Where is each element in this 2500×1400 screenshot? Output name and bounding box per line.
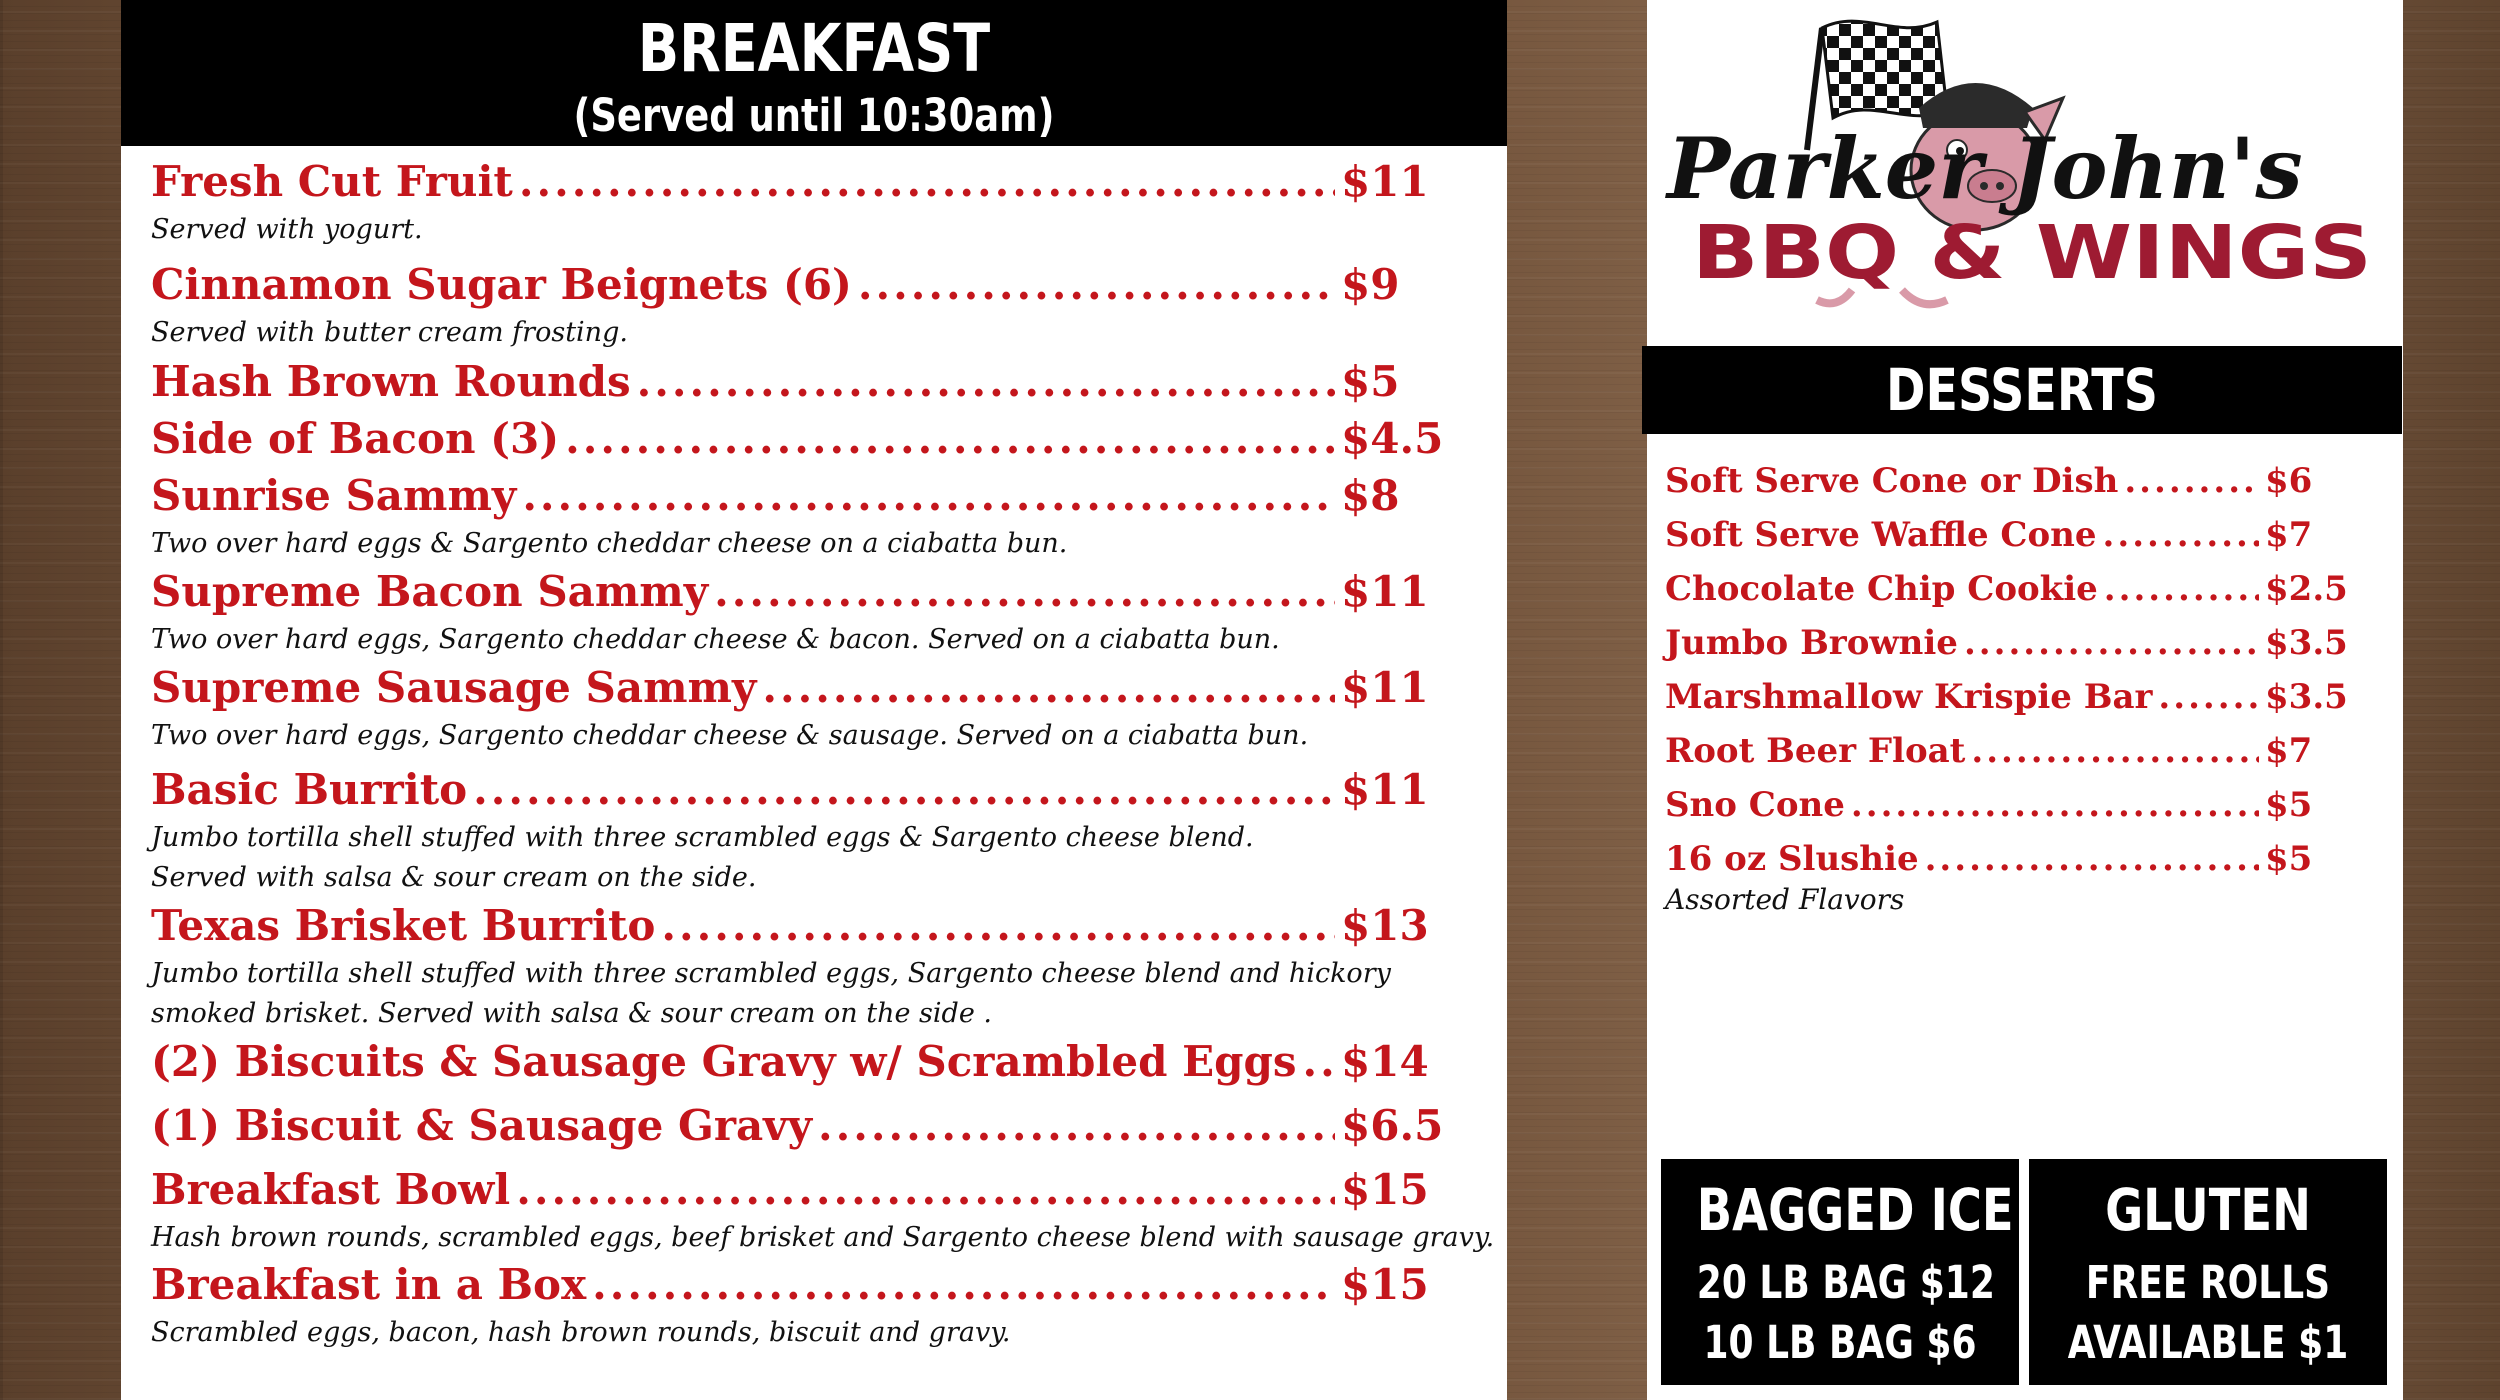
item-price: $5 [2265, 839, 2313, 879]
item-name: Sunrise Sammy [151, 471, 517, 520]
menu-item-supreme-sausage-sammy [151, 660, 1451, 756]
item-price: $6.5 [1341, 1101, 1444, 1150]
desserts-panel [1647, 0, 2403, 1400]
gluten-line-2: AVAILABLE $1 [2067, 1316, 2349, 1369]
item-name: (1) Biscuit & Sausage Gravy [151, 1101, 812, 1150]
item-name: Jumbo Brownie [1665, 623, 1958, 663]
leader-dots [519, 154, 1335, 210]
item-description: Served with yogurt. [151, 214, 423, 245]
leader-dots [1964, 619, 2259, 667]
bagged-ice-box [1661, 1159, 2019, 1385]
item-description: Jumbo tortilla shell stuffed with three scrambled eggs, Sargento cheese blend and hickory [151, 958, 1391, 989]
item-price: $14 [1341, 1037, 1429, 1086]
desserts-header [1642, 346, 2402, 434]
item-name: Soft Serve Waffle Cone [1665, 515, 2097, 555]
leader-dots [818, 1098, 1335, 1154]
breakfast-header [121, 0, 1507, 146]
item-price: $6 [2265, 461, 2313, 501]
item-description: Served with butter cream frosting. [151, 317, 628, 348]
item-price: $7 [2265, 731, 2313, 771]
item-name: Marshmallow Krispie Bar [1665, 677, 2153, 717]
bagged-ice-line-2: 10 LB BAG $6 [1703, 1316, 1977, 1369]
item-name: Supreme Bacon Sammy [151, 567, 709, 616]
item-name: Hash Brown Rounds [151, 357, 631, 406]
item-price: $3.5 [2265, 677, 2348, 717]
item-name: 16 oz Slushie [1665, 839, 1919, 879]
dessert-item [1665, 619, 2348, 667]
leader-dots [565, 411, 1335, 467]
logo-name-text: Parker John's [1667, 119, 2303, 218]
item-price: $11 [1341, 567, 1429, 616]
breakfast-panel [121, 0, 1507, 1400]
menu-item-supreme-bacon-sammy [151, 564, 1451, 660]
item-description-line-2: smoked brisket. Served with salsa & sour cream on the side . [151, 998, 992, 1029]
bagged-ice-line-1: 20 LB BAG $12 [1696, 1256, 1995, 1309]
leader-dots [592, 1257, 1335, 1313]
item-description: Hash brown rounds, scrambled eggs, beef brisket and Sargento cheese blend with sausage gravy. [151, 1222, 1495, 1253]
gluten-free-box [2029, 1159, 2387, 1385]
leader-dots [2124, 457, 2259, 505]
item-description: Two over hard eggs & Sargento cheddar cheese on a ciabatta bun. [151, 528, 1068, 559]
menu-item-basic-burrito [151, 762, 1451, 898]
logo-tagline-text: BBQ & WINGS [1692, 210, 2372, 296]
item-price: $2.5 [2265, 569, 2348, 609]
leader-dots [1925, 835, 2259, 883]
leader-dots [473, 762, 1335, 818]
item-price: $11 [1341, 663, 1429, 712]
item-name: Breakfast Bowl [151, 1165, 511, 1214]
leader-dots [516, 1162, 1335, 1218]
dessert-item [1665, 565, 2348, 613]
item-price: $3.5 [2265, 623, 2348, 663]
leader-dots [1851, 781, 2259, 829]
leader-dots [522, 468, 1335, 524]
gluten-line-1: FREE ROLLS [2085, 1256, 2331, 1309]
leader-dots [2104, 565, 2259, 613]
dessert-note: Assorted Flavors [1665, 883, 1905, 916]
leader-dots [1971, 727, 2259, 775]
menu-item-fresh-cut-fruit [151, 154, 1451, 250]
menu-item-side-of-bacon [151, 411, 1451, 467]
item-name: Supreme Sausage Sammy [151, 663, 757, 712]
breakfast-subtitle: (Served until 10:30am) [573, 89, 1055, 142]
item-description: Jumbo tortilla shell stuffed with three scrambled eggs & Sargento cheese blend. [151, 822, 1254, 853]
menu-item-sunrise-sammy [151, 468, 1451, 564]
item-name: Cinnamon Sugar Beignets (6) [151, 260, 852, 309]
restaurant-logo [1647, 0, 2403, 330]
item-price: $8 [1341, 471, 1400, 520]
item-description-line-2: Served with salsa & sour cream on the side. [151, 862, 757, 893]
breakfast-title: BREAKFAST [637, 10, 991, 87]
leader-dots [661, 898, 1335, 954]
menu-item-biscuits-gravy-eggs [151, 1034, 1451, 1090]
bagged-ice-title: BAGGED ICE [1696, 1176, 2014, 1244]
item-name: (2) Biscuits & Sausage Gravy w/ Scrambled Eggs [151, 1037, 1297, 1086]
item-description: Scrambled eggs, bacon, hash brown rounds, biscuit and gravy. [151, 1317, 1011, 1348]
leader-dots [1302, 1034, 1335, 1090]
item-name: Sno Cone [1665, 785, 1845, 825]
item-price: $4.5 [1341, 414, 1444, 463]
item-name: Chocolate Chip Cookie [1665, 569, 2098, 609]
leader-dots [2103, 511, 2259, 559]
leader-dots [762, 660, 1335, 716]
item-name: Side of Bacon (3) [151, 414, 560, 463]
leader-dots [2158, 673, 2259, 721]
leader-dots [858, 257, 1335, 313]
item-price: $15 [1341, 1165, 1429, 1214]
item-name: Soft Serve Cone or Dish [1665, 461, 2119, 501]
item-price: $7 [2265, 515, 2313, 555]
item-price: $5 [2265, 785, 2313, 825]
item-price: $11 [1341, 765, 1429, 814]
item-price: $5 [1341, 357, 1400, 406]
item-description: Two over hard eggs, Sargento cheddar cheese & sausage. Served on a ciabatta bun. [151, 720, 1309, 751]
item-description: Two over hard eggs, Sargento cheddar cheese & bacon. Served on a ciabatta bun. [151, 624, 1280, 655]
dessert-item [1665, 457, 2345, 505]
item-name: Root Beer Float [1665, 731, 1966, 771]
menu-item-hash-brown-rounds [151, 354, 1451, 410]
item-price: $11 [1341, 157, 1429, 206]
item-name: Fresh Cut Fruit [151, 157, 513, 206]
dessert-item [1665, 511, 2345, 559]
item-price: $13 [1341, 901, 1429, 950]
item-price: $9 [1341, 260, 1400, 309]
dessert-item [1665, 781, 2345, 829]
item-name: Basic Burrito [151, 765, 468, 814]
menu-item-biscuit-gravy [151, 1098, 1451, 1154]
leader-dots [637, 354, 1335, 410]
item-name: Texas Brisket Burrito [151, 901, 656, 950]
menu-item-texas-brisket-burrito [151, 898, 1451, 1034]
menu-item-breakfast-in-a-box [151, 1257, 1451, 1353]
menu-item-cinnamon-sugar-beignets [151, 257, 1451, 353]
item-name: Breakfast in a Box [151, 1260, 587, 1309]
dessert-item [1665, 673, 2348, 721]
desserts-title: DESSERTS [1885, 356, 2159, 424]
menu-item-breakfast-bowl [151, 1162, 1495, 1258]
gluten-title: GLUTEN [2105, 1176, 2311, 1244]
dessert-item [1665, 727, 2345, 775]
leader-dots [714, 564, 1335, 620]
dessert-item [1665, 835, 2345, 883]
item-price: $15 [1341, 1260, 1429, 1309]
